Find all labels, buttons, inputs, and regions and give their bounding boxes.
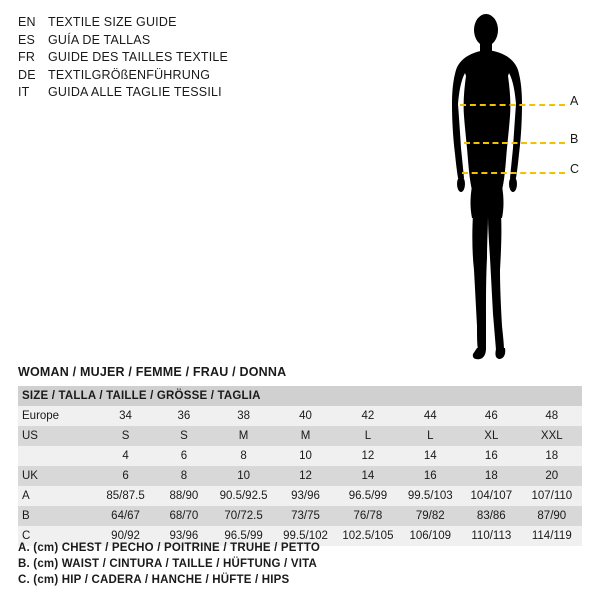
cell: 107/110	[522, 486, 582, 506]
language-title-list	[18, 14, 318, 102]
cell: 20	[522, 466, 582, 486]
cell: 102.5/105	[336, 526, 399, 546]
language-title: TEXTILE SIZE GUIDE	[48, 15, 177, 29]
cell: 68/70	[155, 506, 212, 526]
cell: 96.5/99	[212, 526, 274, 546]
cell: L	[336, 426, 399, 446]
table-row	[18, 466, 582, 486]
cell: 10	[275, 446, 336, 466]
measure-label-c: C	[570, 162, 580, 176]
language-title: TEXTILGRÖßENFÜHRUNG	[48, 67, 211, 82]
cell: S	[155, 426, 212, 446]
female-body-figure	[420, 8, 590, 368]
language-code: IT	[18, 85, 30, 99]
language-row	[18, 49, 318, 67]
language-code: ES	[18, 32, 36, 47]
cell: 48	[522, 406, 582, 426]
measure-label-b: B	[570, 132, 579, 146]
cell: 44	[400, 406, 461, 426]
table-row	[18, 426, 582, 446]
cell: M	[275, 426, 336, 446]
cell: 18	[522, 446, 582, 466]
language-title: GUIDE DES TAILLES TEXTILE	[48, 50, 229, 64]
row-label: A	[18, 486, 96, 506]
cell: L	[400, 426, 461, 446]
dash-line-b	[464, 142, 565, 144]
size-table	[18, 386, 582, 546]
measure-line-b	[464, 138, 565, 148]
measure-line-a	[460, 100, 565, 110]
cell: 8	[155, 466, 212, 486]
language-code: DE	[18, 67, 36, 82]
cell: 85/87.5	[96, 486, 156, 506]
cell: 73/75	[275, 506, 336, 526]
cell: 99.5/103	[400, 486, 461, 506]
language-row	[18, 32, 318, 50]
cell: 12	[275, 466, 336, 486]
cell: 34	[96, 406, 156, 426]
measure-label-a: A	[570, 94, 579, 108]
row-label: B	[18, 506, 96, 526]
cell: M	[212, 426, 274, 446]
table-header-label: SIZE / TALLA / TAILLE / GRÖSSE / TAGLIA	[18, 386, 582, 406]
cell: S	[96, 426, 156, 446]
cell: 40	[275, 406, 336, 426]
table-row	[18, 446, 582, 466]
language-code: FR	[18, 50, 36, 64]
dash-line-a	[460, 104, 565, 106]
language-title: GUÍA DE TALLAS	[48, 32, 151, 47]
cell: 90/92	[96, 526, 156, 546]
cell: 46	[461, 406, 522, 426]
cell: 96.5/99	[336, 486, 399, 506]
table-row	[18, 406, 582, 426]
cell: 8	[212, 446, 274, 466]
language-title: GUIDA ALLE TAGLIE TESSILI	[48, 85, 222, 99]
cell: 4	[96, 446, 156, 466]
note-a: A. (cm) CHEST / PECHO / POITRINE / TRUHE / PETTO	[18, 542, 321, 554]
cell: 114/119	[522, 526, 582, 546]
cell: 83/86	[461, 506, 522, 526]
cell: 16	[400, 466, 461, 486]
row-label: C	[18, 526, 96, 546]
section-title: WOMAN / MUJER / FEMME / FRAU / DONNA	[18, 365, 287, 379]
row-label	[18, 446, 96, 466]
table-header-row	[18, 386, 582, 406]
cell: 14	[400, 446, 461, 466]
cell: 76/78	[336, 506, 399, 526]
woman-silhouette-icon	[420, 8, 590, 368]
cell: 12	[336, 446, 399, 466]
cell: 88/90	[155, 486, 212, 506]
cell: 110/113	[461, 526, 522, 546]
note-c: C. (cm) HIP / CADERA / HANCHE / HÜFTE / HIPS	[18, 574, 290, 586]
note-b: B. (cm) WAIST / CINTURA / TAILLE / HÜFTUNG / VITA	[18, 558, 317, 570]
cell: XXL	[522, 426, 582, 446]
row-label: UK	[18, 466, 96, 486]
cell: 16	[461, 446, 522, 466]
cell: 99.5/102	[275, 526, 336, 546]
cell: 6	[96, 466, 156, 486]
cell: 38	[212, 406, 274, 426]
cell: 106/109	[400, 526, 461, 546]
cell: 104/107	[461, 486, 522, 506]
cell: 93/96	[275, 486, 336, 506]
language-row	[18, 14, 318, 32]
cell: 10	[212, 466, 274, 486]
table-row	[18, 486, 582, 506]
cell: 18	[461, 466, 522, 486]
measure-line-c	[462, 168, 565, 178]
cell: 42	[336, 406, 399, 426]
cell: 90.5/92.5	[212, 486, 274, 506]
cell: 87/90	[522, 506, 582, 526]
cell: 6	[155, 446, 212, 466]
cell: 70/72.5	[212, 506, 274, 526]
language-row	[18, 84, 318, 102]
cell: XL	[461, 426, 522, 446]
cell: 14	[336, 466, 399, 486]
cell: 64/67	[96, 506, 156, 526]
cell: 79/82	[400, 506, 461, 526]
row-label: US	[18, 426, 96, 446]
measurement-notes	[18, 540, 578, 588]
cell: 93/96	[155, 526, 212, 546]
table-row	[18, 506, 582, 526]
cell: 36	[155, 406, 212, 426]
language-row	[18, 67, 318, 85]
dash-line-c	[462, 172, 565, 174]
row-label: Europe	[18, 406, 96, 426]
language-code: EN	[18, 15, 36, 29]
